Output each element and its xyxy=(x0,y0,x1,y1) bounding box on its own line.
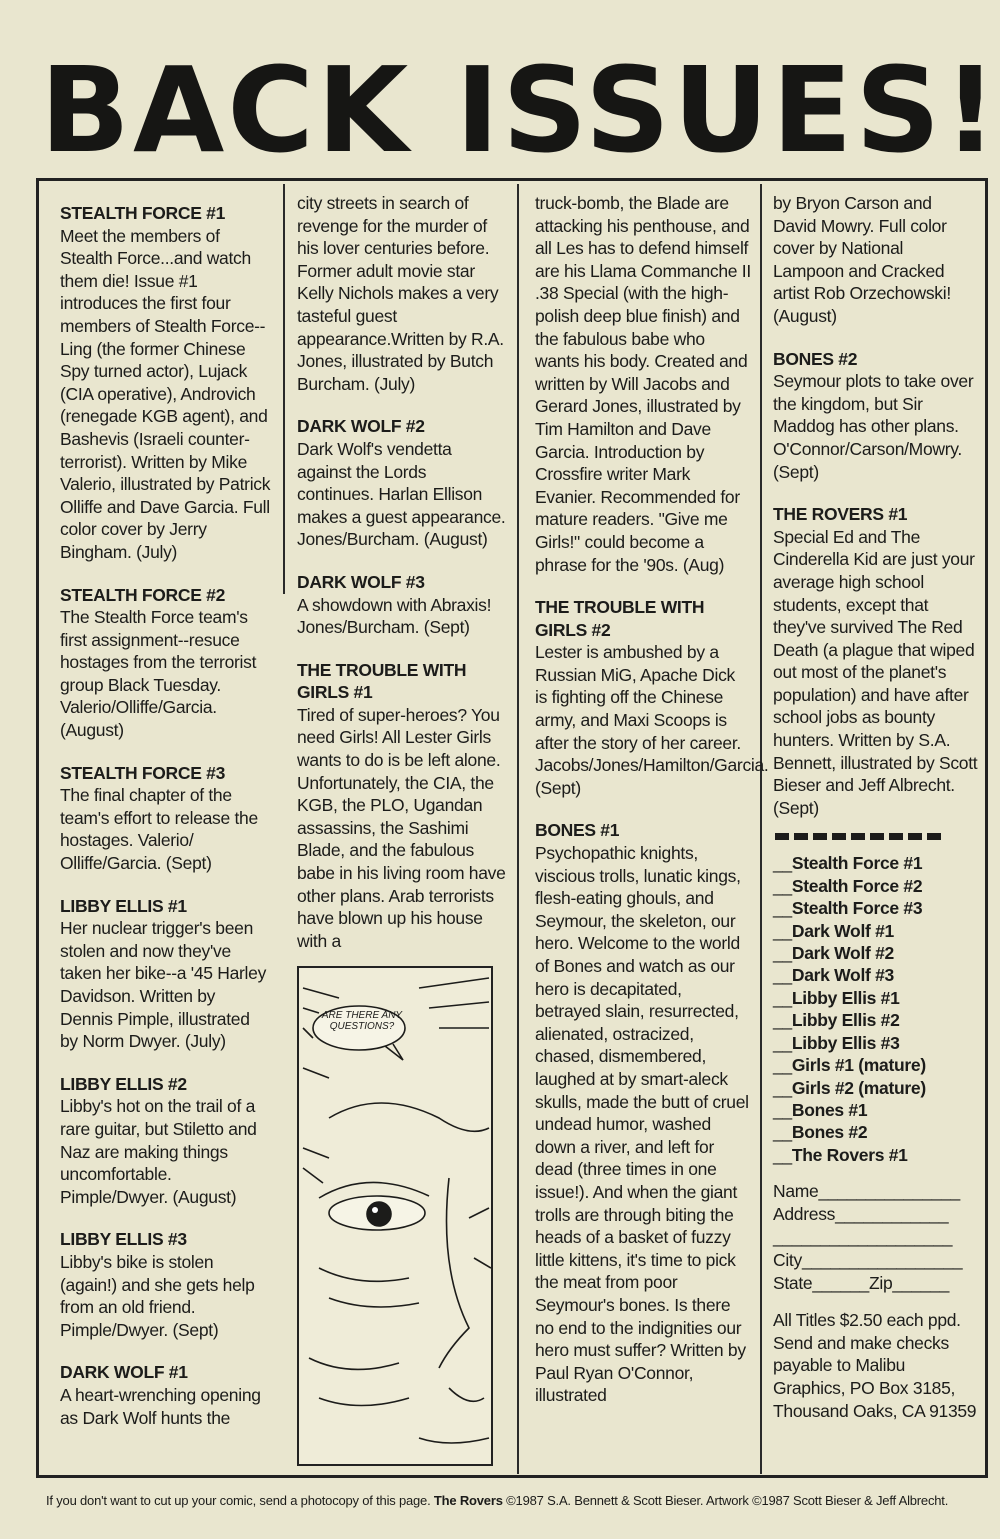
listing-dark-wolf-1-cont xyxy=(297,192,507,395)
listing-body: Lester is ambushed by a Russian MiG, Apache Dick is fighting off the Chinese army, and Maxi Scoops is after the story of her career. Jacobs/Jones/Hamilton/Garcia. (Sept) xyxy=(535,642,769,798)
column-divider xyxy=(283,184,285,594)
price-info: All Titles $2.50 each ppd. Send and make checks payable to Malibu Graphics, PO Box 3185, Thousand Oaks, CA 91359 xyxy=(773,1310,977,1421)
listing-body: Meet the members of Stealth Force...and watch them die! Issue #1 introduces the first four members of Stealth Force--Ling (the former Chinese Spy turned actor), Lujack (CIA operative), Androvich (renegade KGB agent), and Bashevis (Israeli counter-terrorist). Written by Mike Valerio, illustrated by Patrick Olliffe and Dave Garcia. Full color cover by Jerry Bingham. (July) xyxy=(60,225,271,562)
listing-dark-wolf-1 xyxy=(60,1361,272,1429)
listing-body: Psychopathic knights, viscious trolls, lunatic kings, flesh-eating ghouls, and Seymour, the skeleton, our hero. Welcome to the world of Bones and watch as our hero is decapitated, betrayed slain, resurrected, alienated, ostracized, chased, dismembered, laughed at by smart-aleck skulls, made the butt of cruel undead humor, washed down a river, and left for dead (three times in one issue!). And when the giant trolls are through biting the heads of a basket of fuzzy little kittens, it's time to pick the meat from poor Seymour's bones. Is there no end to the indignities our hero must suffer? Written by Paul Ryan O'Connor, illustrated xyxy=(535,843,749,1406)
order-item[interactable]: __Dark Wolf #3 xyxy=(773,965,894,986)
order-item[interactable]: __Libby Ellis #3 xyxy=(773,1032,900,1053)
order-item[interactable]: __Stealth Force #2 xyxy=(773,875,923,896)
column-3 xyxy=(535,192,769,1427)
listing-body: Tired of super-heroes? You need Girls! All Lester Girls wants to do is be left alone. Unfortunately, the CIA, the KGB, the PLO, Ugandan assassins, the Sashimi Blade, and the fabulous babe in his living room have other plans. Arab terrorists have blown up his house with a xyxy=(297,704,506,951)
footer-rovers: The Rovers xyxy=(433,1493,503,1508)
listing-body: truck-bomb, the Blade are attacking his penthouse, and all Les has to defend himself are his Llama Commanche II .38 Special (with the high-polish deep blue finish) and the fabulous babe who wants his body. Created and written by Will Jacobs and Gerard Jones, illustrated by Tim Hamilton and Dave Garcia. Introduction by Crossfire writer Mark Evanier. Recommended for mature readers. "Give me Girls!" could become a phrase for the '90s. (Aug) xyxy=(535,193,751,575)
footer-copyright: ©1987 S.A. Bennett & Scott Bieser. Artwork ©1987 Scott Bieser & Jeff Albrecht. xyxy=(506,1493,949,1508)
listing-rovers-1 xyxy=(773,503,978,819)
listing-body: Seymour plots to take over the kingdom, but Sir Maddog has other plans. O'Connor/Carson/Mowry. (Sept) xyxy=(773,371,974,482)
listing-title: THE TROUBLE WITH GIRLS #2 xyxy=(535,597,705,640)
address-field[interactable]: Address____________ xyxy=(773,1204,949,1225)
listing-title: DARK WOLF #1 xyxy=(60,1362,188,1383)
listing-trouble-with-girls-1 xyxy=(297,659,507,953)
order-item[interactable]: __Stealth Force #3 xyxy=(773,898,923,919)
order-item[interactable]: __Dark Wolf #1 xyxy=(773,920,894,941)
listing-title: LIBBY ELLIS #1 xyxy=(60,895,187,916)
listing-body: city streets in search of revenge for the murder of his lover centuries before. Former adult movie star Kelly Nichols makes a very tasteful guest appearance.Written by R.A. Jones, illustrated by Butch Burcham. (July) xyxy=(297,193,504,394)
listing-bones-2 xyxy=(773,348,978,484)
name-field[interactable]: Name_______________ xyxy=(773,1181,960,1202)
order-item[interactable]: __Girls #2 (mature) xyxy=(773,1077,926,1098)
listing-title: STEALTH FORCE #3 xyxy=(60,762,226,783)
listing-body: The Stealth Force team's first assignment--resuce hostages from the terrorist group Black Tuesday. Valerio/Olliffe/Garcia. (August) xyxy=(60,607,257,741)
listing-bones-1-cont xyxy=(773,192,978,328)
order-checklist xyxy=(773,852,978,1166)
order-item[interactable]: __Bones #1 xyxy=(773,1099,868,1120)
listing-body: by Bryon Carson and David Mowry. Full color cover by National Lampoon and Cracked artist Rob Orzechowski! (August) xyxy=(773,193,951,326)
listing-libby-ellis-2 xyxy=(60,1073,272,1209)
listing-stealth-force-2 xyxy=(60,584,272,742)
face-drawing xyxy=(299,968,493,1466)
listing-body: Libby's hot on the trail of a rare guitar, but Stiletto and Naz are making things uncomfortable. Pimple/Dwyer. (August) xyxy=(60,1096,257,1207)
column-2 xyxy=(297,192,507,972)
listing-libby-ellis-3 xyxy=(60,1228,272,1341)
order-item[interactable]: __The Rovers #1 xyxy=(773,1144,908,1165)
listing-title: DARK WOLF #2 xyxy=(297,416,425,437)
listing-body: Her nuclear trigger's been stolen and now they've taken her bike--a '45 Harley Davidson. Written by Dennis Pimple, illustrated by Norm Dwyer. (July) xyxy=(60,918,267,1052)
listing-title: THE TROUBLE WITH GIRLS #1 xyxy=(297,659,467,703)
listing-title: LIBBY ELLIS #3 xyxy=(60,1229,187,1250)
order-item[interactable]: __Libby Ellis #2 xyxy=(773,1010,900,1031)
listing-dark-wolf-3 xyxy=(297,571,507,639)
listing-bones-1 xyxy=(535,819,751,1406)
column-1 xyxy=(60,202,272,1449)
order-item[interactable]: __Girls #1 (mature) xyxy=(773,1055,926,1076)
listing-body: Libby's bike is stolen (again!) and she gets help from an old friend. Pimple/Dwyer. (Sept) xyxy=(60,1251,255,1340)
listing-body: The final chapter of the team's effort to release the hostages. Valerio/ Olliffe/Garcia. (Sept) xyxy=(60,785,258,874)
state-zip-field[interactable]: State______Zip______ xyxy=(773,1273,950,1294)
listing-libby-ellis-1 xyxy=(60,895,272,1053)
order-item[interactable]: __Bones #2 xyxy=(773,1122,868,1143)
column-divider xyxy=(517,184,519,1474)
speech-bubble: ARE THERE ANY QUESTIONS? xyxy=(321,1010,403,1032)
listing-title: THE ROVERS #1 xyxy=(773,504,908,525)
column-divider xyxy=(760,184,762,1474)
listing-title: BONES #1 xyxy=(535,820,620,841)
column-4 xyxy=(773,192,978,1442)
listing-body: Special Ed and The Cinderella Kid are just your average high school students, except that they've survived The Red Death (a plague that wiped out most of the planet's population) and have after school jobs as bounty hunters. Written by S.A. Bennett, illustrated by Scott Bieser and Jeff Albrecht. (Sept) xyxy=(773,526,978,818)
comic-panel-illustration xyxy=(297,966,493,1466)
order-form xyxy=(773,1180,978,1295)
listing-body: A showdown with Abraxis! Jones/Burcham. (Sept) xyxy=(297,594,492,638)
address-line-2[interactable]: ___________________ xyxy=(773,1227,953,1248)
order-item[interactable]: __Libby Ellis #1 xyxy=(773,987,900,1008)
listing-title: STEALTH FORCE #1 xyxy=(60,203,226,223)
listing-trouble-with-girls-2 xyxy=(535,596,769,799)
order-item[interactable]: __Stealth Force #1 xyxy=(773,853,923,874)
city-field[interactable]: City_________________ xyxy=(773,1250,963,1271)
listing-title: DARK WOLF #3 xyxy=(297,571,425,592)
footer-note: If you don't want to cut up your comic, send a photocopy of this page. xyxy=(46,1493,431,1508)
listing-stealth-force-1 xyxy=(60,202,272,564)
page-title: BACK ISSUES! xyxy=(40,41,1000,179)
cut-line-dashes xyxy=(775,833,978,840)
footer-credits xyxy=(46,1493,976,1509)
listing-title: STEALTH FORCE #2 xyxy=(60,584,226,605)
listing-body: Dark Wolf's vendetta against the Lords continues. Harlan Ellison makes a guest appearance. Jones/Burcham. (August) xyxy=(297,438,506,550)
listing-title: BONES #2 xyxy=(773,348,858,369)
listing-dark-wolf-2 xyxy=(297,415,507,551)
listing-stealth-force-3 xyxy=(60,762,272,875)
listing-title: LIBBY ELLIS #2 xyxy=(60,1073,187,1094)
listing-body: A heart-wrenching opening as Dark Wolf hunts the xyxy=(60,1384,261,1428)
order-item[interactable]: __Dark Wolf #2 xyxy=(773,943,894,964)
listing-trouble-with-girls-1-cont xyxy=(535,192,751,576)
